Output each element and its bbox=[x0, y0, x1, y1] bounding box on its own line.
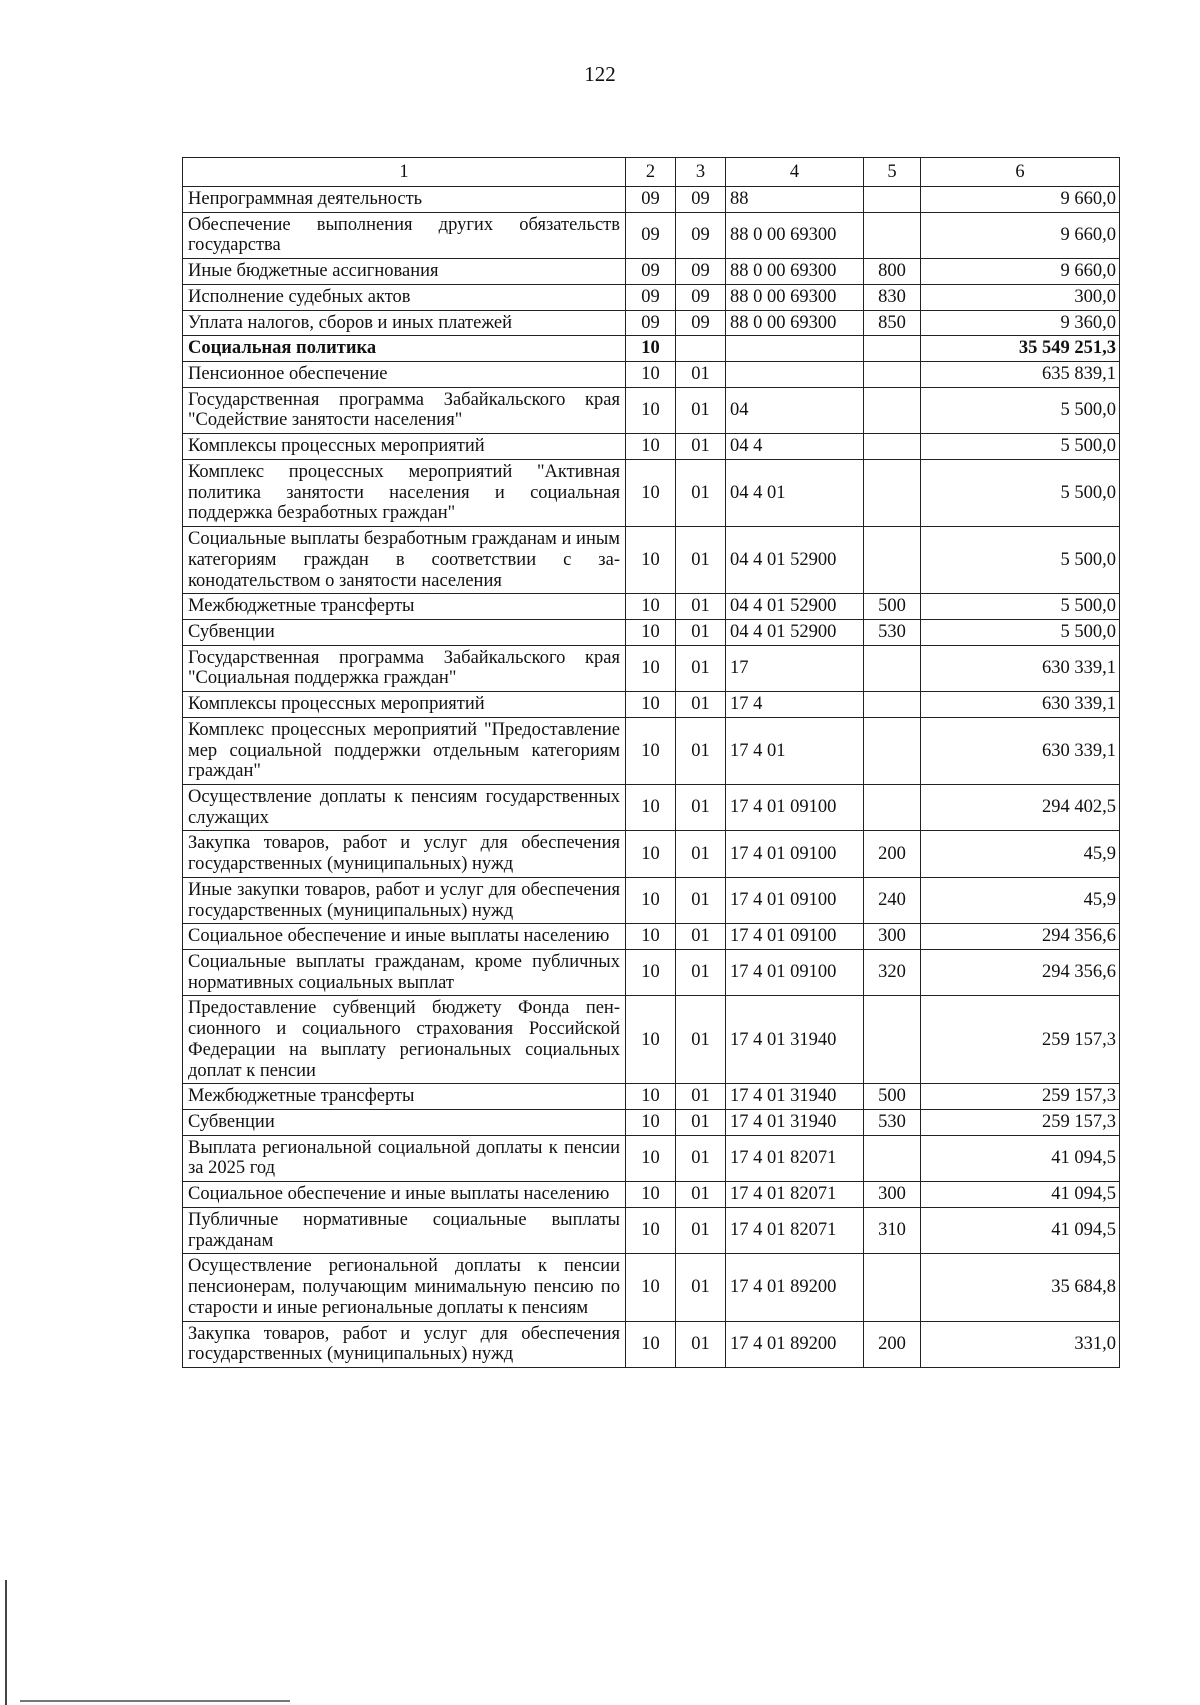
subsection-code-cell: 01 bbox=[676, 692, 726, 718]
item-name-cell: Предоставление субвенций бюджету Фонда пенсионного и социального страхования Российской Федерации на выплату региональных социальных доплат к пенсии bbox=[183, 996, 626, 1084]
item-name-cell: Обеспечение выполнения других обязательств государства bbox=[183, 212, 626, 258]
target-article-cell bbox=[726, 336, 864, 362]
target-article-cell: 17 4 01 09100 bbox=[726, 784, 864, 830]
subsection-code-cell: 01 bbox=[676, 1321, 726, 1367]
subsection-code-cell: 01 bbox=[676, 619, 726, 645]
subsection-code-cell: 01 bbox=[676, 877, 726, 923]
target-article-cell: 04 4 bbox=[726, 434, 864, 460]
budget-table bbox=[182, 157, 1120, 1368]
section-code-cell: 09 bbox=[626, 310, 676, 336]
table-row bbox=[183, 527, 1120, 594]
section-code-cell: 10 bbox=[626, 1084, 676, 1110]
item-name-cell: Выплата региональной социальной доплаты к пенсии за 2025 год bbox=[183, 1135, 626, 1181]
column-header: 6 bbox=[921, 158, 1120, 187]
amount-cell: 294 356,6 bbox=[921, 924, 1120, 950]
expense-type-cell bbox=[864, 527, 921, 594]
table-row bbox=[183, 996, 1120, 1084]
expense-type-cell: 500 bbox=[864, 594, 921, 620]
section-code-cell: 10 bbox=[626, 619, 676, 645]
item-name-cell: Исполнение судебных актов bbox=[183, 284, 626, 310]
table-row bbox=[183, 619, 1120, 645]
subsection-code-cell: 01 bbox=[676, 924, 726, 950]
subsection-code-cell: 01 bbox=[676, 1135, 726, 1181]
amount-cell: 294 402,5 bbox=[921, 784, 1120, 830]
expense-type-cell bbox=[864, 434, 921, 460]
subsection-code-cell: 01 bbox=[676, 1084, 726, 1110]
target-article-cell: 17 4 01 31940 bbox=[726, 996, 864, 1084]
table-row bbox=[183, 259, 1120, 285]
section-code-cell: 10 bbox=[626, 1110, 676, 1136]
table-row bbox=[183, 1182, 1120, 1208]
target-article-cell: 17 4 01 31940 bbox=[726, 1084, 864, 1110]
item-name-cell: Социальные выплаты гражданам, кроме публичных нормативных социальных выплат bbox=[183, 950, 626, 996]
target-article-cell: 17 4 01 82071 bbox=[726, 1207, 864, 1253]
item-name-cell: Закупка товаров, работ и услуг для обеспечения государственных (муниципальных) нужд bbox=[183, 1321, 626, 1367]
item-name-cell: Субвенции bbox=[183, 619, 626, 645]
section-code-cell: 09 bbox=[626, 284, 676, 310]
target-article-cell: 04 4 01 bbox=[726, 459, 864, 526]
expense-type-cell: 850 bbox=[864, 310, 921, 336]
expense-type-cell bbox=[864, 1135, 921, 1181]
target-article-cell: 17 4 01 31940 bbox=[726, 1110, 864, 1136]
item-name-cell: Социальное обеспечение и иные выплаты населению bbox=[183, 1182, 626, 1208]
table-body bbox=[183, 158, 1120, 1368]
target-article-cell: 17 4 01 89200 bbox=[726, 1321, 864, 1367]
item-name-cell: Межбюджетные трансферты bbox=[183, 594, 626, 620]
target-article-cell: 17 4 bbox=[726, 692, 864, 718]
item-name-cell: Осуществление доплаты к пенсиям государственных служащих bbox=[183, 784, 626, 830]
expense-type-cell bbox=[864, 996, 921, 1084]
subsection-code-cell: 01 bbox=[676, 362, 726, 388]
target-article-cell: 17 4 01 82071 bbox=[726, 1182, 864, 1208]
item-name-cell: Иные бюджетные ассигнования bbox=[183, 259, 626, 285]
expense-type-cell bbox=[864, 187, 921, 213]
section-code-cell: 09 bbox=[626, 259, 676, 285]
table-row bbox=[183, 336, 1120, 362]
section-code-cell: 10 bbox=[626, 784, 676, 830]
table-row bbox=[183, 310, 1120, 336]
target-article-cell: 88 bbox=[726, 187, 864, 213]
table-row bbox=[183, 877, 1120, 923]
amount-cell: 9 360,0 bbox=[921, 310, 1120, 336]
amount-cell: 9 660,0 bbox=[921, 259, 1120, 285]
expense-type-cell: 200 bbox=[864, 1321, 921, 1367]
expense-type-cell bbox=[864, 387, 921, 433]
expense-type-cell: 300 bbox=[864, 924, 921, 950]
expense-type-cell: 300 bbox=[864, 1182, 921, 1208]
subsection-code-cell: 01 bbox=[676, 717, 726, 784]
item-name-cell: Осуществление региональной доплаты к пенсии пенсионерам, получающим минимальную пенсию по старости и иные региональные доплаты к пенсиям bbox=[183, 1254, 626, 1321]
subsection-code-cell: 01 bbox=[676, 459, 726, 526]
subsection-code-cell: 01 bbox=[676, 1110, 726, 1136]
subsection-code-cell: 09 bbox=[676, 310, 726, 336]
target-article-cell: 17 4 01 09100 bbox=[726, 831, 864, 877]
subsection-code-cell: 01 bbox=[676, 387, 726, 433]
amount-cell: 45,9 bbox=[921, 877, 1120, 923]
subsection-code-cell bbox=[676, 336, 726, 362]
target-article-cell: 17 4 01 09100 bbox=[726, 877, 864, 923]
expense-type-cell bbox=[864, 362, 921, 388]
section-code-cell: 10 bbox=[626, 924, 676, 950]
table-row bbox=[183, 831, 1120, 877]
table-row bbox=[183, 187, 1120, 213]
subsection-code-cell: 01 bbox=[676, 434, 726, 460]
item-name-cell: Социальные выплаты безработным гражданам и иным категориям граждан в соответствии с законодательством о занятости населения bbox=[183, 527, 626, 594]
column-header: 5 bbox=[864, 158, 921, 187]
section-code-cell: 10 bbox=[626, 1182, 676, 1208]
subsection-code-cell: 01 bbox=[676, 784, 726, 830]
amount-cell: 259 157,3 bbox=[921, 996, 1120, 1084]
section-code-cell: 10 bbox=[626, 527, 676, 594]
item-name-cell: Субвенции bbox=[183, 1110, 626, 1136]
table-row bbox=[183, 362, 1120, 388]
amount-cell: 5 500,0 bbox=[921, 594, 1120, 620]
amount-cell: 630 339,1 bbox=[921, 717, 1120, 784]
subsection-code-cell: 01 bbox=[676, 996, 726, 1084]
expense-type-cell: 530 bbox=[864, 1110, 921, 1136]
target-article-cell bbox=[726, 362, 864, 388]
subsection-code-cell: 01 bbox=[676, 527, 726, 594]
target-article-cell: 04 4 01 52900 bbox=[726, 619, 864, 645]
expense-type-cell: 310 bbox=[864, 1207, 921, 1253]
amount-cell: 630 339,1 bbox=[921, 645, 1120, 691]
table-row bbox=[183, 459, 1120, 526]
section-code-cell: 10 bbox=[626, 1321, 676, 1367]
table-row bbox=[183, 284, 1120, 310]
table-row bbox=[183, 387, 1120, 433]
amount-cell: 635 839,1 bbox=[921, 362, 1120, 388]
section-code-cell: 10 bbox=[626, 362, 676, 388]
target-article-cell: 04 4 01 52900 bbox=[726, 594, 864, 620]
target-article-cell: 17 4 01 82071 bbox=[726, 1135, 864, 1181]
table-row bbox=[183, 784, 1120, 830]
expense-type-cell bbox=[864, 717, 921, 784]
target-article-cell: 17 4 01 09100 bbox=[726, 924, 864, 950]
section-code-cell: 10 bbox=[626, 594, 676, 620]
item-name-cell: Социальная политика bbox=[183, 336, 626, 362]
subsection-code-cell: 01 bbox=[676, 1182, 726, 1208]
section-code-cell: 10 bbox=[626, 717, 676, 784]
item-name-cell: Комплекс процессных мероприятий "Предоставление мер социальной поддержки отдельным категориям граждан" bbox=[183, 717, 626, 784]
section-code-cell: 09 bbox=[626, 212, 676, 258]
item-name-cell: Комплексы процессных мероприятий bbox=[183, 434, 626, 460]
amount-cell: 300,0 bbox=[921, 284, 1120, 310]
table-row bbox=[183, 1135, 1120, 1181]
section-code-cell: 10 bbox=[626, 692, 676, 718]
section-code-cell: 10 bbox=[626, 831, 676, 877]
item-name-cell: Непрограммная деятельность bbox=[183, 187, 626, 213]
section-code-cell: 10 bbox=[626, 877, 676, 923]
section-code-cell: 10 bbox=[626, 387, 676, 433]
expense-type-cell: 800 bbox=[864, 259, 921, 285]
subsection-code-cell: 09 bbox=[676, 259, 726, 285]
expense-type-cell: 240 bbox=[864, 877, 921, 923]
subsection-code-cell: 09 bbox=[676, 284, 726, 310]
section-code-cell: 10 bbox=[626, 459, 676, 526]
amount-cell: 5 500,0 bbox=[921, 434, 1120, 460]
page-number: 122 bbox=[584, 62, 616, 86]
amount-cell: 45,9 bbox=[921, 831, 1120, 877]
expense-type-cell: 530 bbox=[864, 619, 921, 645]
column-header: 1 bbox=[183, 158, 626, 187]
section-code-cell: 09 bbox=[626, 187, 676, 213]
table-row bbox=[183, 1321, 1120, 1367]
item-name-cell: Государственная программа Забайкальского края "Социальная поддержка граждан" bbox=[183, 645, 626, 691]
subsection-code-cell: 01 bbox=[676, 1207, 726, 1253]
target-article-cell: 88 0 00 69300 bbox=[726, 284, 864, 310]
amount-cell: 9 660,0 bbox=[921, 212, 1120, 258]
subsection-code-cell: 09 bbox=[676, 212, 726, 258]
table-row bbox=[183, 717, 1120, 784]
amount-cell: 5 500,0 bbox=[921, 459, 1120, 526]
item-name-cell: Публичные нормативные социальные выплаты гражданам bbox=[183, 1207, 626, 1253]
section-code-cell: 10 bbox=[626, 950, 676, 996]
subsection-code-cell: 01 bbox=[676, 594, 726, 620]
target-article-cell: 88 0 00 69300 bbox=[726, 310, 864, 336]
column-header: 3 bbox=[676, 158, 726, 187]
target-article-cell: 17 4 01 89200 bbox=[726, 1254, 864, 1321]
table-row bbox=[183, 594, 1120, 620]
table-header-row bbox=[183, 158, 1120, 187]
target-article-cell: 04 bbox=[726, 387, 864, 433]
table-row bbox=[183, 1110, 1120, 1136]
amount-cell: 35 549 251,3 bbox=[921, 336, 1120, 362]
item-name-cell: Пенсионное обеспечение bbox=[183, 362, 626, 388]
table-row bbox=[183, 924, 1120, 950]
section-code-cell: 10 bbox=[626, 645, 676, 691]
expense-type-cell: 320 bbox=[864, 950, 921, 996]
expense-type-cell bbox=[864, 1254, 921, 1321]
section-code-cell: 10 bbox=[626, 336, 676, 362]
expense-type-cell bbox=[864, 212, 921, 258]
subsection-code-cell: 01 bbox=[676, 831, 726, 877]
amount-cell: 41 094,5 bbox=[921, 1135, 1120, 1181]
item-name-cell: Комплексы процессных мероприятий bbox=[183, 692, 626, 718]
item-name-cell: Межбюджетные трансферты bbox=[183, 1084, 626, 1110]
amount-cell: 35 684,8 bbox=[921, 1254, 1120, 1321]
expense-type-cell: 200 bbox=[864, 831, 921, 877]
amount-cell: 41 094,5 bbox=[921, 1207, 1120, 1253]
table-row bbox=[183, 212, 1120, 258]
item-name-cell: Уплата налогов, сборов и иных платежей bbox=[183, 310, 626, 336]
column-header: 4 bbox=[726, 158, 864, 187]
amount-cell: 9 660,0 bbox=[921, 187, 1120, 213]
subsection-code-cell: 01 bbox=[676, 950, 726, 996]
expense-type-cell: 500 bbox=[864, 1084, 921, 1110]
table-row bbox=[183, 434, 1120, 460]
amount-cell: 259 157,3 bbox=[921, 1084, 1120, 1110]
amount-cell: 630 339,1 bbox=[921, 692, 1120, 718]
subsection-code-cell: 01 bbox=[676, 1254, 726, 1321]
target-article-cell: 88 0 00 69300 bbox=[726, 212, 864, 258]
item-name-cell: Иные закупки товаров, работ и услуг для обеспечения государственных (муниципальных) нужд bbox=[183, 877, 626, 923]
amount-cell: 5 500,0 bbox=[921, 619, 1120, 645]
expense-type-cell bbox=[864, 459, 921, 526]
item-name-cell: Закупка товаров, работ и услуг для обеспечения государственных (муниципальных) нужд bbox=[183, 831, 626, 877]
expense-type-cell bbox=[864, 645, 921, 691]
expense-type-cell bbox=[864, 336, 921, 362]
amount-cell: 5 500,0 bbox=[921, 387, 1120, 433]
table-row bbox=[183, 645, 1120, 691]
amount-cell: 5 500,0 bbox=[921, 527, 1120, 594]
scan-bottom-rule bbox=[20, 1700, 290, 1702]
target-article-cell: 17 bbox=[726, 645, 864, 691]
expense-type-cell bbox=[864, 784, 921, 830]
amount-cell: 331,0 bbox=[921, 1321, 1120, 1367]
section-code-cell: 10 bbox=[626, 1207, 676, 1253]
expense-type-cell bbox=[864, 692, 921, 718]
item-name-cell: Комплекс процессных мероприятий "Активная политика занятости населения и социальная поддержка безработных граждан" bbox=[183, 459, 626, 526]
target-article-cell: 17 4 01 09100 bbox=[726, 950, 864, 996]
section-code-cell: 10 bbox=[626, 1135, 676, 1181]
table-row bbox=[183, 950, 1120, 996]
scan-margin-line bbox=[5, 1580, 7, 1705]
target-article-cell: 04 4 01 52900 bbox=[726, 527, 864, 594]
expense-type-cell: 830 bbox=[864, 284, 921, 310]
item-name-cell: Государственная программа Забайкальского края "Содействие занятости населения" bbox=[183, 387, 626, 433]
table-row bbox=[183, 1084, 1120, 1110]
table-row bbox=[183, 692, 1120, 718]
section-code-cell: 10 bbox=[626, 996, 676, 1084]
amount-cell: 294 356,6 bbox=[921, 950, 1120, 996]
amount-cell: 259 157,3 bbox=[921, 1110, 1120, 1136]
column-header: 2 bbox=[626, 158, 676, 187]
target-article-cell: 88 0 00 69300 bbox=[726, 259, 864, 285]
table-row bbox=[183, 1207, 1120, 1253]
subsection-code-cell: 01 bbox=[676, 645, 726, 691]
section-code-cell: 10 bbox=[626, 434, 676, 460]
target-article-cell: 17 4 01 bbox=[726, 717, 864, 784]
subsection-code-cell: 09 bbox=[676, 187, 726, 213]
amount-cell: 41 094,5 bbox=[921, 1182, 1120, 1208]
section-code-cell: 10 bbox=[626, 1254, 676, 1321]
table-row bbox=[183, 1254, 1120, 1321]
item-name-cell: Социальное обеспечение и иные выплаты населению bbox=[183, 924, 626, 950]
